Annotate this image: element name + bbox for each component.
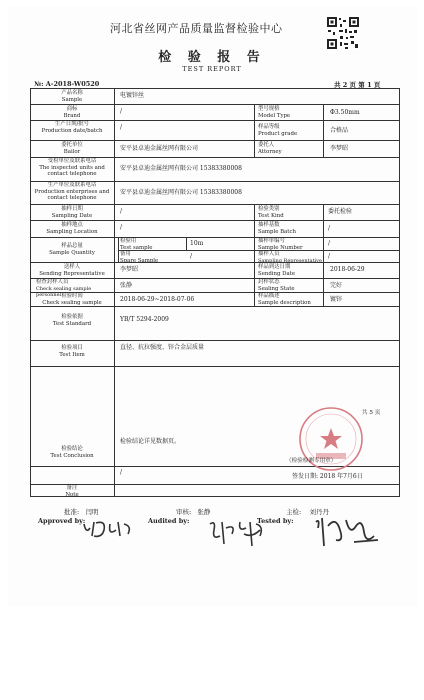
label-production-date: 生产日期/批号 Production date/batch: [41, 121, 103, 134]
label-model: 型号规格 Model Type: [258, 106, 291, 119]
label-sample-quantity: 样品总量 Sample Quantity: [49, 243, 95, 256]
label-sample-batch: 抽样基数 Sample Batch: [258, 222, 296, 235]
value-sampling-location: /: [120, 224, 123, 231]
value-test-standard: YB/T 5294-2009: [120, 316, 169, 323]
page-info: 共 2 页 第 1 页: [334, 81, 381, 89]
value-sending-representative: 李梦昭: [120, 266, 139, 273]
stamp-corner-text: 共 5 页: [362, 410, 381, 416]
value-sending-date: 2018-06-29: [330, 266, 365, 273]
value-test-conclusion: 检验结论详见数据页。: [120, 438, 181, 445]
document-number: №: A-2018-W0520: [34, 80, 100, 88]
report-subtitle: TEST REPORT: [182, 65, 242, 73]
value-brand: /: [120, 108, 123, 115]
label-brand: 商标 Brand: [63, 106, 81, 119]
label-test-standard: 检验依据 Test Standard: [52, 314, 92, 327]
value-sample-batch: /: [328, 225, 331, 232]
value-seal-checker: 张静: [120, 282, 133, 289]
approved-signature: [80, 514, 140, 544]
value-attorney: 李梦昭: [330, 145, 349, 152]
issue-date: 签发日期: 2018 年7月6日: [292, 473, 363, 480]
report-title: 检 验 报 告: [158, 50, 266, 65]
label-attorney: 委托人 Attorney: [258, 142, 282, 155]
value-sampling-representative: /: [328, 253, 331, 260]
value-spare-sample: /: [190, 253, 193, 260]
approved-name: 闫明: [85, 508, 99, 516]
label-sending-date: 样品到达日期 Sending Date: [258, 264, 296, 277]
tested-label: 主检: 刘丹丹: [286, 508, 329, 516]
tested-by-label: Tested by:: [257, 517, 294, 525]
label-sampling-representative: 抽样人员 Sampling Representative: [258, 251, 322, 264]
value-production-date: /: [120, 124, 123, 131]
label-seal-state: 封样状态 Sealing State: [258, 279, 295, 292]
audited-name: 张静: [197, 508, 211, 516]
value-note: /: [120, 469, 123, 476]
label-sampling-location: 抽样地点 Sampling Location: [46, 222, 98, 235]
value-test-time: 2018-06-29~2018-07-06: [120, 296, 195, 303]
tested-name: 刘丹丹: [309, 508, 329, 516]
audited-label: 审核: 张静: [176, 508, 211, 516]
label-inspected-unit: 受检单位及联系电话 The inspected units and contact telephone: [39, 158, 105, 178]
label-seal-checker: 检查封样人员 Check sealing sample personnel: [36, 279, 92, 299]
value-sample-description: 镀锌: [330, 296, 343, 303]
value-sampling-date: /: [120, 208, 123, 215]
value-sample-number: /: [328, 240, 331, 247]
label-note: 备注 Note: [65, 485, 79, 498]
audited-signature: [206, 516, 268, 550]
label-grade: 样品等级 Product grade: [258, 124, 298, 137]
report-table: [30, 88, 400, 496]
tested-signature: [310, 512, 382, 550]
label-producer: 生产单位及联系电话 Production enterprises and contact telephone: [34, 182, 110, 202]
value-product-name: 电镀锌丝: [120, 92, 145, 99]
approved-by-label: Approved by:: [38, 517, 86, 525]
label-product-name: 产品名称 Sample: [61, 90, 83, 103]
value-test-item: 直径、抗拉强度、锌合金层质量: [120, 344, 205, 351]
label-test-conclusion: 检验结论 Test Conclusion: [50, 446, 94, 459]
label-test-kind: 检验类别 Test Kind: [258, 206, 284, 219]
value-test-kind: 委托检验: [328, 208, 353, 215]
value-grade: 合格品: [330, 127, 349, 134]
center-name: 河北省丝网产品质量监督检验中心: [110, 22, 283, 35]
label-sample-description: 样品描述 Sample description: [258, 293, 311, 306]
approved-label: 批准: 闫明: [64, 508, 99, 516]
label-sample-number: 抽样单编号 Sample Number: [258, 238, 303, 251]
stamp-seal-text: （检验检测专用章）: [286, 458, 337, 464]
value-bailor: 安平县卓迪金属丝网有限公司: [120, 145, 199, 152]
value-model: Φ3.50mm: [330, 109, 360, 116]
audited-by-label: Audited by:: [148, 517, 190, 525]
value-producer: 安平县卓迪金属丝网有限公司 15383380008: [120, 189, 242, 196]
value-test-sample: 10m: [190, 240, 204, 247]
label-sending-representative: 送样人 Sending Representative: [39, 264, 105, 277]
value-seal-state: 完好: [330, 282, 343, 289]
label-bailor: 委托单位 Bailor: [61, 142, 83, 155]
label-spare-sample: 备用 Spare Sample: [120, 251, 159, 264]
label-test-sample: 检验用 Test sample: [120, 238, 153, 251]
label-test-item: 检验项目 Test Item: [59, 345, 85, 358]
value-inspected-unit: 安平县卓迪金属丝网有限公司 15383380008: [120, 165, 242, 172]
label-test-time: 检验时间 Check sealing sample: [42, 293, 102, 306]
label-sampling-date: 抽样日期 Sampling Date: [51, 206, 93, 219]
qr-code-icon: [326, 16, 360, 50]
